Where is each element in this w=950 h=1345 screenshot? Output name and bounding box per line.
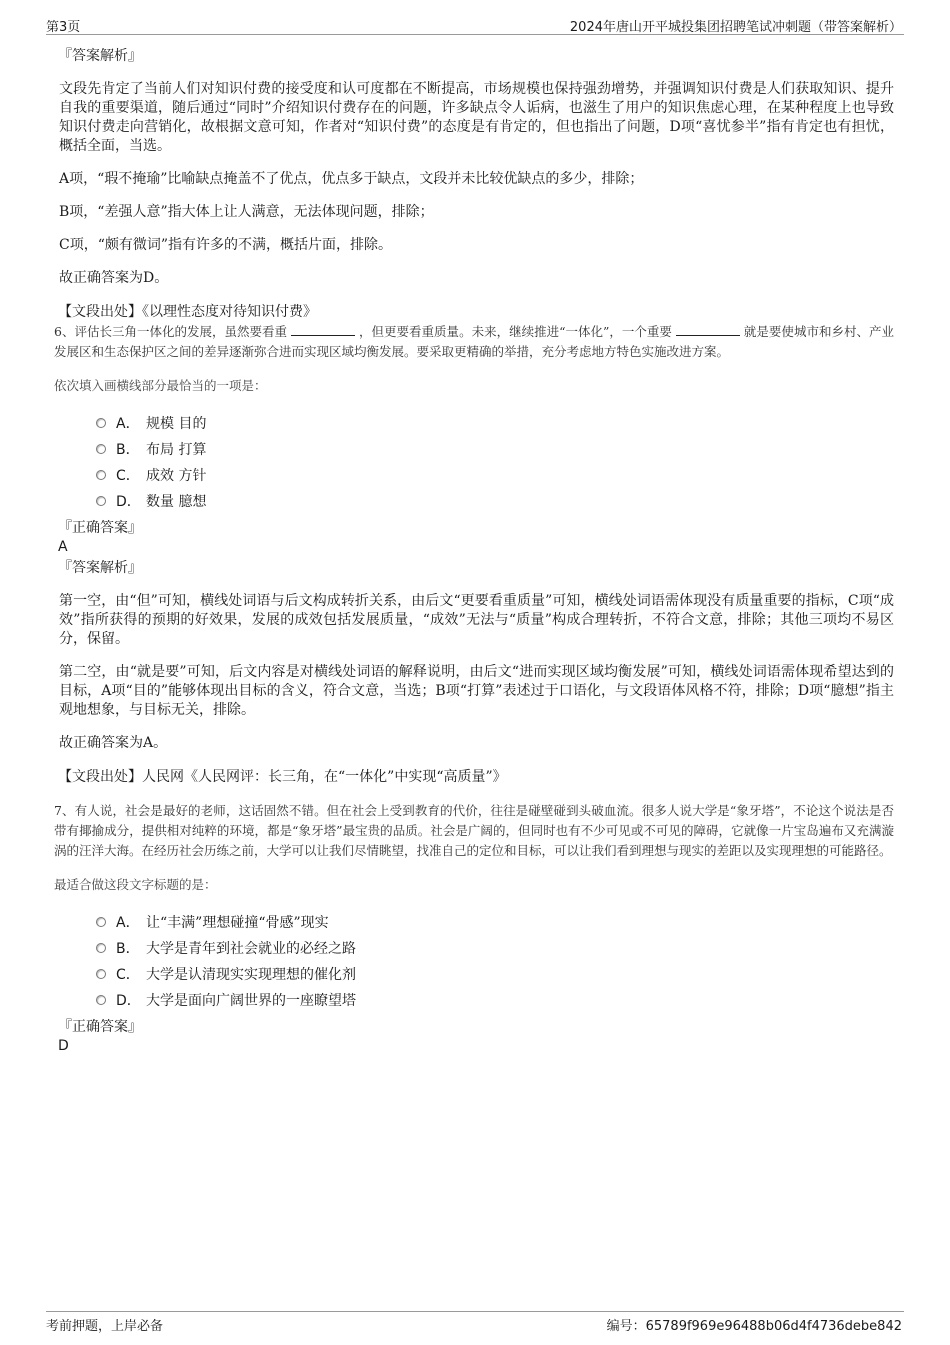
option-d[interactable]: D． 数量 臆想 xyxy=(96,488,894,514)
analysis-paragraph: 文段先肯定了当前人们对知识付费的接受度和认可度都在不断提高，市场规模也保持强劲增势，并强调知识付费是人们获取知识、提升自我的重要渠道，随后通过“同时”介绍知识付费存在的问题，许多缺点令人诟病，也滋生了用户的知识焦虑心理，在某种程度上也导致知识付费走向营销化，故根据文意可知，作者对“知识付费”的态度是有肯定的，但也指出了问题，D项“喜忧参半”指有肯定也有担忧，概括全面，当选。 xyxy=(59,81,894,154)
correct-answer: D xyxy=(58,1038,69,1054)
analysis-paragraph: 第一空，由“但”可知，横线处词语与后文构成转折关系，由后文“更要看重质量”可知，横线处词语需体现没有质量重要的指标，C项“成效”指所获得的预期的好效果，发展的成效包括发展质量，“成效”无法与“质量”构成合理转折，不符合文意，排除；其他三项均不易区分，保留。 xyxy=(59,593,894,647)
source-citation: 【文段出处】人民网《人民网评：长三角，在“一体化”中实现“高质量”》 xyxy=(58,769,507,785)
analysis-paragraph: A项，“瑕不掩瑜”比喻缺点掩盖不了优点，优点多于缺点，文段并未比较优缺点的多少，排除； xyxy=(59,171,644,187)
radio-icon[interactable] xyxy=(96,969,106,979)
analysis-paragraph: B项，“差强人意”指大体上让人满意，无法体现问题，排除； xyxy=(59,204,434,220)
option-b[interactable]: B． 大学是青年到社会就业的必经之路 xyxy=(96,935,894,961)
correct-answer-label: 『正确答案』 xyxy=(58,1019,142,1035)
page-content xyxy=(54,46,894,1055)
option-a[interactable]: A． 规模 目的 xyxy=(96,410,894,436)
option-d[interactable]: D． 大学是面向广阔世界的一座瞭望塔 xyxy=(96,987,894,1013)
radio-icon[interactable] xyxy=(96,418,106,428)
correct-answer-label: 『正确答案』 xyxy=(58,520,142,536)
footer-slogan: 考前押题，上岸必备 xyxy=(46,1319,164,1334)
page-header xyxy=(46,14,904,35)
document-title: 2024年唐山开平城投集团招聘笔试冲刺题（带答案解析） xyxy=(569,20,902,35)
radio-icon[interactable] xyxy=(96,444,106,454)
blank-2 xyxy=(676,323,740,336)
question-6-prompt: 依次填入画横线部分最恰当的一项是： xyxy=(54,378,267,393)
question-6-stem: 6、评估长三角一体化的发展，虽然要看重 ，但更要看重质量。未来，继续推进“一体化”，一个重要 就是要使城市和乡村、产业发展区和生态保护区之间的差异逐渐弥合进而实现区域均衡发展。要采取更精确的举措，充分考虑地方特色实施改进方案。 xyxy=(54,324,894,359)
radio-icon[interactable] xyxy=(96,496,106,506)
radio-icon[interactable] xyxy=(96,995,106,1005)
option-c[interactable]: C． 大学是认清现实实现理想的催化剂 xyxy=(96,961,894,987)
radio-icon[interactable] xyxy=(96,917,106,927)
question-7-prompt: 最适合做这段文字标题的是： xyxy=(54,877,217,892)
blank-1 xyxy=(291,323,355,336)
question-7-stem: 7、有人说，社会是最好的老师，这话固然不错。但在社会上受到教育的代价，往往是碰壁碰到头破血流。很多人说大学是“象牙塔”，不论这个说法是否带有揶揄成分，提供相对纯粹的环境，都是“象牙塔”最宝贵的品质。社会是广阔的，但同时也有不少可见或不可见的障碍，它就像一片宝岛遍布又充满漩涡的汪洋大海。在经历社会历练之前，大学可以让我们尽情眺望，找准自己的定位和目标，可以让我们看到理想与现实的差距以及实现理想的可能路径。 xyxy=(54,803,894,858)
option-c[interactable]: C． 成效 方针 xyxy=(96,462,894,488)
analysis-paragraph: 故正确答案为D。 xyxy=(59,270,169,286)
analysis-label: 『答案解析』 xyxy=(58,560,142,576)
source-citation: 【文段出处】《以理性态度对待知识付费》 xyxy=(58,304,317,320)
analysis-paragraph: C项，“颇有微词”指有许多的不满，概括片面，排除。 xyxy=(59,237,393,253)
analysis-paragraph: 第二空，由“就是要”可知，后文内容是对横线处词语的解释说明，由后文“进而实现区域均衡发展”可知，横线处词语需体现希望达到的目标，A项“目的”能够体现出目标的含义，符合文意，当选；B项“打算”表述过于口语化，与文段语体风格不符，排除；D项“臆想”指主观地想象，与目标无关，排除。 xyxy=(59,664,894,718)
question-6-options xyxy=(96,410,894,514)
correct-answer: A xyxy=(58,539,68,555)
option-a[interactable]: A． 让“丰满”理想碰撞“骨感”现实 xyxy=(96,909,894,935)
option-b[interactable]: B． 布局 打算 xyxy=(96,436,894,462)
document-code: 编号：65789f969e96488b06d4f4736debe842 xyxy=(606,1319,902,1334)
analysis-paragraph: 故正确答案为A。 xyxy=(59,735,168,751)
radio-icon[interactable] xyxy=(96,943,106,953)
radio-icon[interactable] xyxy=(96,470,106,480)
question-7-options xyxy=(96,909,894,1013)
analysis-label: 『答案解析』 xyxy=(58,48,142,64)
page-footer xyxy=(46,1311,904,1334)
page-number: 第3页 xyxy=(46,20,81,35)
